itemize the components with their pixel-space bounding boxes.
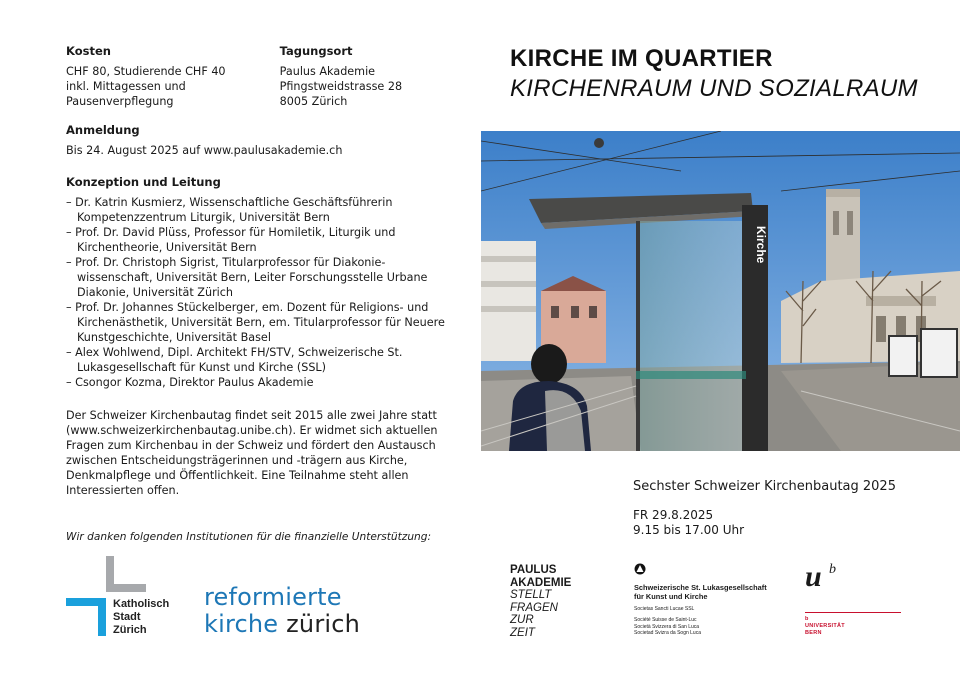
title-line-2: KIRCHENRAUM UND SOZIALRAUM [510, 75, 918, 102]
intro-paragraph: Der Schweizer Kirchenbautag findet seit 2015 alle zwei Jahre statt (www.schweizerkirchenbautag.unibe.ch). Er widmet sich aktuellen Fragen zum Kirchenbau in der Schweiz und fördert den Austausch zwischen Entscheidungsträgerinnen und -trägern aus Kirche, Denkmalpflege und Öffentlichkeit. Eine Teilnahme steht allen Interessierten offen. [66, 409, 438, 497]
logo-line: Zürich [113, 624, 147, 636]
ssl-emblem-icon [634, 563, 646, 575]
unibe-small-b: b [805, 616, 809, 622]
tram-stop-photo [481, 131, 960, 451]
kosten-line: Pausenverpflegung [66, 95, 174, 108]
logo-line: PAULUS [510, 564, 557, 576]
tagungsort-line: 8005 Zürich [279, 95, 348, 108]
event-datetime [633, 508, 896, 538]
list-item: – Prof. Dr. Johannes Stückelberger, em. Dozent für Religions- und Kirchenästhetik, Universität Bern, em. Titularprofessor für Neuere Kunstgeschichte, Universität Basel [66, 301, 445, 344]
event-name: Sechster Schweizer Kirchenbautag 2025 [633, 479, 896, 494]
leitung-list [66, 195, 456, 390]
ssl-name [634, 583, 794, 601]
anmeldung-section [66, 123, 456, 158]
ref-line-1: reformierte [204, 583, 342, 611]
katholisch-stadt-zuerich-logo [66, 556, 176, 636]
paulus-akademie-logo [510, 564, 571, 639]
unibe-line: BERN [805, 630, 822, 636]
unibe-letter: u [805, 560, 822, 593]
ref-zuerich: zürich [278, 610, 361, 638]
universitaet-bern-logo [805, 560, 905, 636]
ref-kirche: kirche [204, 610, 279, 638]
ssl-lang-line: Società Svizzera di San Luca [634, 623, 700, 630]
ssl-name-line: für Kunst und Kirche [634, 592, 708, 601]
photo-scene [481, 131, 960, 451]
logo-line: Katholisch [113, 598, 170, 610]
unibe-sup: b [829, 562, 836, 577]
reformierte-kirche-logo [204, 584, 360, 638]
page-title [510, 44, 918, 104]
logo-tagline: FRAGEN [510, 601, 558, 614]
list-item: – Prof. Dr. Christoph Sigrist, Titularprofessor für Diakoniewissenschaft, Universität Bern, Leiter Forschungsstelle Urbane Diakonie, Universität Zürich [66, 256, 428, 299]
tagungsort-line: Paulus Akademie [279, 65, 376, 78]
event-time: 9.15 bis 17.00 Uhr [633, 523, 745, 537]
ssl-lang-line: Société Suisse de Saint-Luc [634, 617, 697, 623]
ssl-lang-line: Societad Svizra da Sogn Luca [634, 630, 701, 636]
event-info [633, 478, 896, 538]
katholisch-logo-text [113, 598, 169, 637]
ssl-latin: Societas Sancti Lucae SSL [634, 606, 695, 612]
unibe-line: UNIVERSITÄT [805, 623, 845, 629]
tagungsort-line: Pfingstweidstrasse 28 [279, 80, 403, 93]
unibe-rule [805, 612, 901, 613]
list-item: – Dr. Katrin Kusmierz, Wissenschaftliche Geschäftsführerin Kompetenzzentrum Liturgik, Universität Bern [66, 196, 393, 224]
anmeldung-text: Bis 24. August 2025 auf www.paulusakademie.ch [66, 144, 343, 157]
ssl-logo [634, 562, 794, 637]
kosten-section [66, 44, 280, 109]
kosten-line: CHF 80, Studierende CHF 40 [66, 65, 226, 78]
logo-line: Stadt [113, 611, 141, 623]
logo-tagline: ZUR [510, 614, 534, 626]
tagungsort-title: Tagungsort [279, 44, 353, 58]
ssl-languages [634, 617, 794, 637]
konzeption-section [66, 175, 456, 390]
event-date: FR 29.8.2025 [633, 508, 714, 522]
tagungsort-section [280, 44, 456, 109]
unibe-text [805, 616, 845, 637]
kosten-title: Kosten [66, 44, 111, 58]
logo-line: AKADEMIE [510, 576, 572, 589]
thanks-text: Wir danken folgenden Institutionen für die finanzielle Unterstützung: [66, 531, 432, 543]
left-column [66, 44, 456, 498]
kosten-line: inkl. Mittagessen und [66, 80, 186, 93]
konzeption-title: Konzeption und Leitung [66, 175, 221, 189]
kirche-sign-text: Kirche [754, 226, 768, 264]
list-item: – Prof. Dr. David Plüss, Professor für Homiletik, Liturgik und Kirchentheorie, Universität Bern [66, 226, 396, 254]
title-line-1: KIRCHE IM QUARTIER [510, 45, 773, 72]
logo-tagline: STELLT [510, 589, 552, 601]
ssl-name-line: Schweizerische St. Lukasgesellschaft [634, 583, 767, 592]
list-item: – Csongor Kozma, Direktor Paulus Akademie [66, 376, 314, 389]
ref-line-2 [204, 611, 360, 638]
list-item: – Alex Wohlwend, Dipl. Architekt FH/STV, Schweizerische St. Lukasgesellschaft für Kunst und Kirche (SSL) [66, 346, 403, 374]
anmeldung-title: Anmeldung [66, 123, 140, 137]
logo-tagline: ZEIT [510, 626, 535, 639]
